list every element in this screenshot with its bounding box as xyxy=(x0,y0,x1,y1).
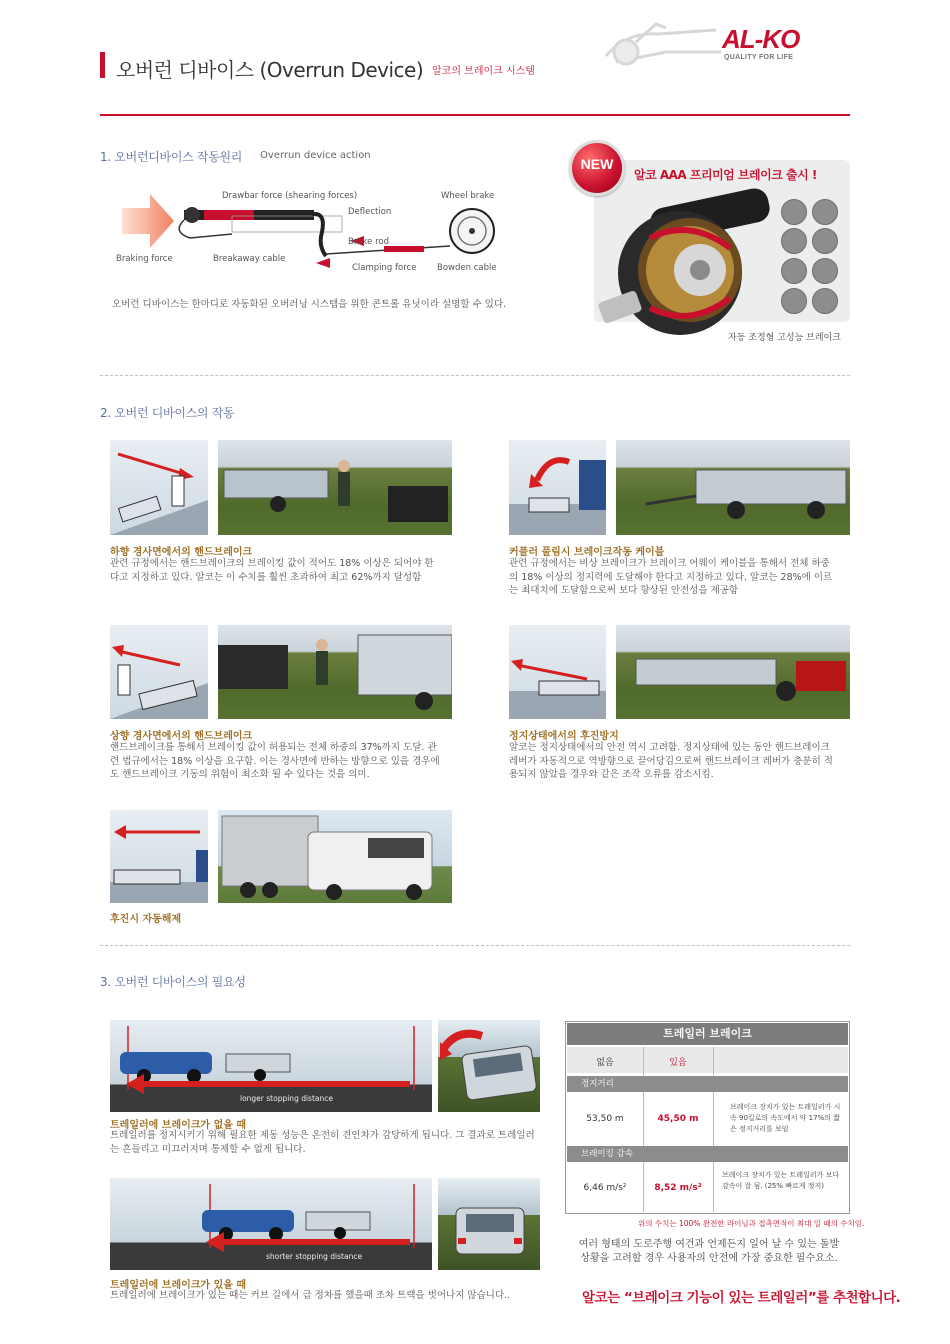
with-brake-text: 트레일러에 브레이크가 있는 때는 커브 길에서 급 정차를 했을때 조차 트랙을 벗어나지 않습니다.. xyxy=(110,1290,511,1301)
label-deflection: Deflection xyxy=(348,207,392,217)
row2-with-value: 8,52 m/s² xyxy=(654,1183,702,1193)
new-product-title: 알코 AAA 프리미엄 브레이크 출시 ! xyxy=(634,168,817,182)
uphill-trailer-photo xyxy=(218,625,452,719)
cargo-trailer-icon xyxy=(812,228,838,254)
no-brake-title: 트레일러에 브레이크가 없을 때 xyxy=(110,1120,247,1131)
table-divider xyxy=(713,1162,714,1212)
recommendation-text: 알코는 “브레이크 기능이 있는 트레일러”를 추천합니다. xyxy=(582,1290,901,1306)
label-drawbar-force: Drawbar force (shearing forces) xyxy=(222,191,358,201)
item4-title: 정지상태에서의 후진방지 xyxy=(509,731,619,742)
alko-logo: AL-KO xyxy=(722,24,800,54)
shorter-stopping-label: shorter stopping distance xyxy=(266,1252,363,1261)
motorhome-icon xyxy=(812,288,838,314)
row1-without-value: 53,50 m xyxy=(586,1114,624,1124)
page-title: 오버런 디바이스 (Overrun Device) xyxy=(116,58,424,82)
item5-title: 후진시 자동해제 xyxy=(110,914,182,925)
label-braking-force: Braking force xyxy=(116,254,173,264)
rollback-diagram-photo xyxy=(509,625,606,719)
section1-description: 오버런 디바이스는 한마디로 자동화된 오버러닝 시스템을 위한 콘트롤 유닛이라 설명할 수 있다. xyxy=(112,299,507,310)
reverse-diagram-photo xyxy=(110,810,208,903)
breakaway-trailer-photo xyxy=(616,440,850,535)
label-bowden-cable: Bowden cable xyxy=(437,263,497,273)
breakaway-diagram-photo xyxy=(509,440,606,535)
item3-text: 핸드브레이크를 통해서 브레이킹 값이 허용되는 전체 하중의 37%까지 도달. 관련 법규에서는 18% 이상을 요구함. 이는 경사면에 반하는 방향으로 있을 경우에도 핸드브레이크 기동의 위험이 최소화 될 수 있다는 것을 의미. xyxy=(110,742,440,780)
page-subtitle: 알코의 브레이크 시스템 xyxy=(432,66,535,77)
row1-with-value: 45,50 m xyxy=(657,1114,699,1124)
machinery-trailer-icon xyxy=(812,258,838,284)
label-clamping-force: Clamping force xyxy=(352,263,417,273)
title-accent-bar xyxy=(100,52,105,78)
section-divider-2 xyxy=(100,945,850,946)
brake-drum-illustration xyxy=(580,178,780,338)
table-divider xyxy=(713,1092,714,1146)
no-brake-rear-photo xyxy=(438,1020,540,1112)
section-divider-1 xyxy=(100,375,850,376)
downhill-diagram-photo xyxy=(110,440,208,535)
col-without-header: 없음 xyxy=(596,1058,614,1068)
with-brake-rear-photo xyxy=(438,1178,540,1270)
item1-title: 하향 경사면에서의 핸드브레이크 xyxy=(110,547,253,558)
row2-note: 브레이크 장치가 있는 트레일러가 보다 감속이 잘 됨. (25% 빠르게 정지) xyxy=(722,1171,840,1190)
table-divider xyxy=(713,1047,714,1076)
section3-title: 3. 오버런 디바이스의 필요성 xyxy=(100,975,246,989)
box-trailer-icon xyxy=(781,258,807,284)
uphill-diagram-photo xyxy=(110,625,208,719)
new-badge-label: NEW xyxy=(580,156,614,172)
item1-text: 관련 규정에서는 핸드브레이크의 브레이킹 값이 적어도 18% 이상은 되어야 한다고 지정하고 있다. 알코는 이 수치를 훨씬 초과하여 최고 62%까지 달성함 xyxy=(110,558,434,583)
section2-title: 2. 오버런 디바이스의 작동 xyxy=(100,406,235,420)
with-brake-title: 트레일러에 브레이크가 있을 때 xyxy=(110,1280,247,1291)
row2-without-value: 6,46 m/s² xyxy=(583,1183,627,1193)
summary-text: 여러 형태의 도로주행 여건과 언제든지 일어 날 수 있는 돌발상황을 고려할 경우 사용자의 안전에 가장 중요한 필수요소. xyxy=(578,1239,840,1264)
no-brake-text: 트레일러를 정지시키기 위해 필요한 제동 성능은 온전히 견인차가 감당하게 됩니다. 그 결과로 트레일러는 흔들리고 미끄러지며 통제할 수 없게 됩니다. xyxy=(110,1130,535,1155)
hitch-illustration xyxy=(596,12,726,82)
downhill-trailer-photo xyxy=(218,440,452,535)
section1-subtitle: Overrun device action xyxy=(260,150,371,161)
row1-label: 정지거리 xyxy=(567,1076,848,1092)
boat-trailer-icon xyxy=(781,228,807,254)
table-divider xyxy=(643,1047,644,1076)
caravan-icon xyxy=(781,199,807,225)
label-brake-rod: Brake rod xyxy=(348,237,389,247)
car-transporter-icon xyxy=(781,288,807,314)
new-product-caption: 자동 조정형 고성능 브레이크 xyxy=(728,333,841,343)
item2-text: 관련 규정에서는 비상 브레이크가 브레이크 어웨이 케이블을 통해서 전체 하중의 18% 이상의 정지력에 도달해야 한다고 지정하고 있다. 알코는 28%에 이르는 최대치에 도달함으로써 보다 향상된 안전성을 제공함 xyxy=(509,558,833,596)
header-divider xyxy=(100,114,850,116)
section1-title: 1. 오버런디바이스 작동원리 xyxy=(100,150,243,164)
reverse-trailer-photo xyxy=(218,810,452,903)
alko-tagline: QUALITY FOR LIFE xyxy=(724,54,794,61)
table-footnote: 위의 수치는 100% 완전한 라이닝과 접촉면적이 최대 일 때의 수치임. xyxy=(638,1219,865,1228)
longer-stopping-label: longer stopping distance xyxy=(240,1094,333,1103)
col-with-header: 있음 xyxy=(669,1058,687,1068)
table-header: 트레일러 브레이크 xyxy=(567,1023,848,1045)
row2-label: 브레이킹 감속 xyxy=(567,1146,848,1162)
item3-title: 상향 경사면에서의 핸드브레이크 xyxy=(110,731,253,742)
label-wheel-brake: Wheel brake xyxy=(441,191,495,201)
item2-title: 커플러 풀림시 브레이크작동 케이블 xyxy=(509,547,665,558)
table-divider xyxy=(643,1092,644,1146)
item4-text: 알코는 정지상태에서의 안전 역시 고려함. 정지상태에 있는 동안 핸드브레이크 레버가 자동적으로 역방향으로 끌어당김으로써 핸드브레이크 레버가 충분히 적용되지 않았을 경우와 같은 조작 오류를 감소시킴. xyxy=(509,742,833,780)
rollback-trailer-photo xyxy=(616,625,850,719)
label-breakaway-cable: Breakaway cable xyxy=(213,254,286,264)
row1-note: 브레이크 장치가 있는 트레일러가 시속 90킬로의 속도에서 약 17%의 짧은 정지거리를 보임 xyxy=(730,1103,841,1133)
horse-trailer-icon xyxy=(812,199,838,225)
table-divider xyxy=(643,1162,644,1212)
